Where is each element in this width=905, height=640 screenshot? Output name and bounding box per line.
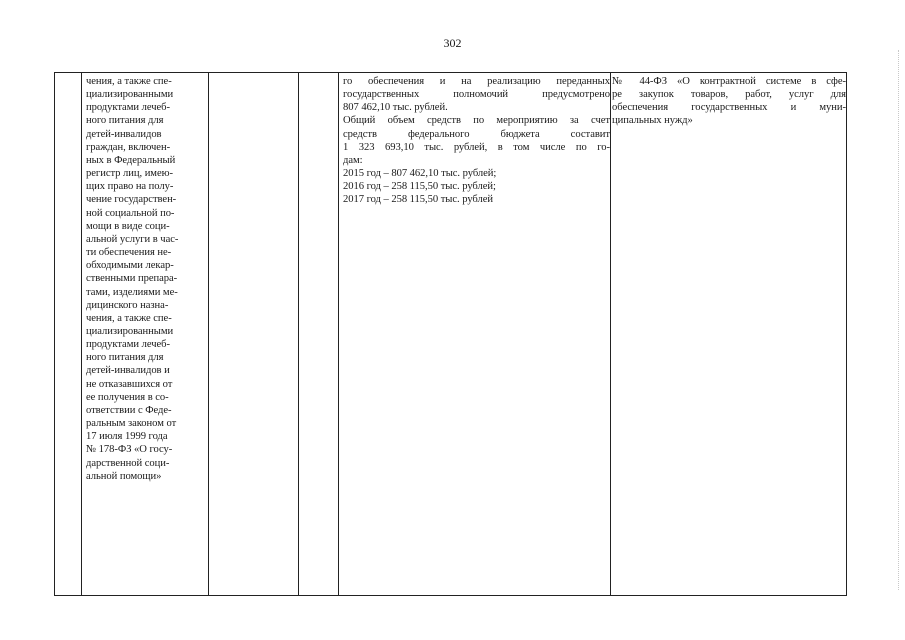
activity-name-line: № 178-ФЗ «О госу- (86, 444, 173, 456)
page-number: 302 (443, 36, 462, 50)
funding-line: государственных полномочий предусмотрено (343, 89, 610, 101)
activity-name-line: обходимыми лекар- (86, 260, 174, 272)
activity-name-line: детей-инвалидов (86, 128, 162, 140)
activity-name-line: дарственной соци- (86, 457, 170, 469)
activity-name-line: ральным законом от (86, 418, 177, 430)
activity-name-line: ной социальной по- (86, 207, 175, 219)
activity-name-line: ных в Федеральный (86, 154, 176, 166)
activity-name-line: ного питания для (86, 115, 164, 127)
column-divider (338, 73, 339, 595)
activity-name-line: альной помощи» (86, 470, 162, 482)
legal-line: ре закупок товаров, работ, услуг для (612, 89, 846, 101)
activity-name-line: щих право на полу- (86, 181, 174, 193)
document-table (54, 72, 847, 596)
legal-line: ципальных нужд» (612, 115, 693, 127)
activity-name-line: продуктами лечеб- (86, 102, 170, 114)
funding-line: средств федерального бюджета составит (343, 128, 610, 140)
activity-name-line: ственными препара- (86, 273, 178, 285)
column-divider (81, 73, 82, 595)
activity-name-line: ти обеспечения не- (86, 247, 172, 259)
funding-line: 2016 год – 258 115,50 тыс. рублей; (343, 181, 496, 193)
activity-name-line: ного питания для (86, 352, 164, 364)
column-divider (298, 73, 299, 595)
table-border-left (54, 73, 55, 595)
legal-line: обеспечения государственных и муни- (612, 102, 846, 114)
activity-name-line: детей-инвалидов и (86, 365, 170, 377)
funding-line: 1 323 693,10 тыс. рублей, в том числе по го- (343, 141, 610, 153)
activity-name-line: циализированными (86, 325, 174, 337)
funding-line: Общий объем средств по мероприятию за счет (343, 115, 610, 127)
activity-name-line: регистр лиц, имею- (86, 168, 173, 180)
activity-name-line: чения, а также спе- (86, 312, 172, 324)
activity-name-line: граждан, включен- (86, 141, 171, 153)
activity-name-line: 17 июля 1999 года (86, 431, 168, 443)
activity-name-line: продуктами лечеб- (86, 339, 170, 351)
funding-line: 2015 год – 807 462,10 тыс. рублей; (343, 168, 497, 180)
funding-line: 807 462,10 тыс. рублей. (343, 102, 448, 114)
activity-name-line: не отказавшихся от (86, 378, 173, 390)
funding-line: го обеспечения и на реализацию переданных (343, 76, 610, 87)
funding-line: 2017 год – 258 115,50 тыс. рублей (343, 194, 494, 206)
activity-name-line: чения, а также спе- (86, 76, 172, 87)
column-divider (610, 73, 611, 595)
scan-edge-noise (898, 50, 901, 590)
legal-basis-cell (612, 75, 846, 128)
activity-name-line: циализированными (86, 89, 174, 101)
funding-line: дам: (343, 154, 363, 166)
activity-name-line: чение государствен- (86, 194, 177, 206)
column-divider (208, 73, 209, 595)
activity-name-line: тами, изделиями ме- (86, 286, 178, 298)
activity-name-line: ответствии с Феде- (86, 404, 172, 416)
activity-name-cell (86, 75, 206, 483)
table-border-right (846, 73, 847, 595)
funding-cell (343, 75, 610, 207)
activity-name-line: ее получения в со- (86, 391, 169, 403)
activity-name-line: мощи в виде соци- (86, 220, 170, 232)
legal-line: № 44-ФЗ «О контрактной системе в сфе- (612, 76, 846, 87)
activity-name-line: альной услуги в час- (86, 233, 179, 245)
activity-name-line: дицинского назна- (86, 299, 169, 311)
